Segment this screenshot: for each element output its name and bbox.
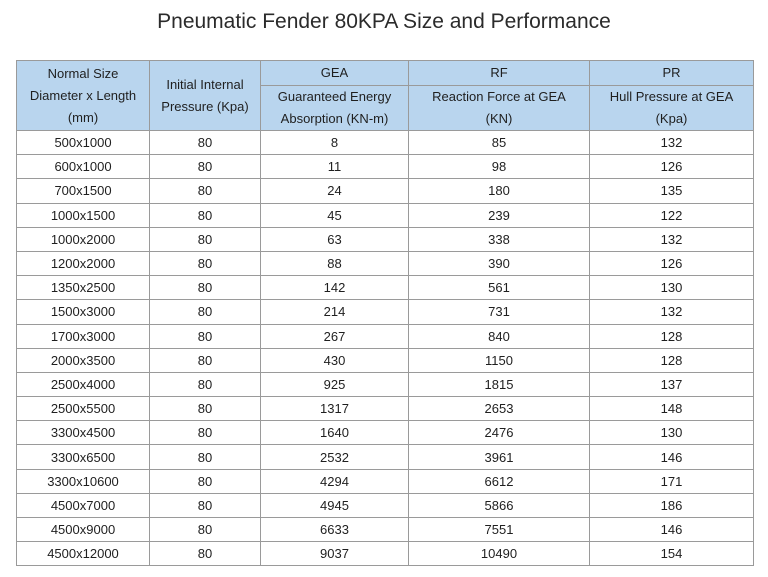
cell-gea: 63 (261, 227, 409, 251)
cell-rf: 840 (409, 324, 590, 348)
cell-pr: 122 (590, 203, 754, 227)
header-pr-code: PR (590, 61, 754, 86)
cell-pr: 128 (590, 324, 754, 348)
table-row (17, 493, 754, 517)
cell-size: 1500x3000 (17, 300, 150, 324)
cell-rf: 239 (409, 203, 590, 227)
cell-rf: 561 (409, 276, 590, 300)
header-rf-line-1: Reaction Force at GEA (432, 89, 566, 104)
cell-size: 1200x2000 (17, 251, 150, 275)
cell-size: 3300x10600 (17, 469, 150, 493)
cell-rf: 10490 (409, 542, 590, 566)
table-row (17, 397, 754, 421)
cell-pr: 186 (590, 493, 754, 517)
cell-pressure: 80 (150, 179, 261, 203)
header-size-line-1: Normal Size (47, 65, 119, 81)
cell-rf: 390 (409, 251, 590, 275)
header-size-line-2: Diameter x Length (29, 87, 137, 103)
cell-pressure: 80 (150, 155, 261, 179)
cell-gea: 4945 (261, 493, 409, 517)
table-row (17, 179, 754, 203)
cell-pressure: 80 (150, 469, 261, 493)
cell-pr: 132 (590, 300, 754, 324)
cell-size: 2500x4000 (17, 372, 150, 396)
cell-gea: 2532 (261, 445, 409, 469)
table-row (17, 372, 754, 396)
cell-pr: 171 (590, 469, 754, 493)
cell-pressure: 80 (150, 131, 261, 155)
cell-pressure: 80 (150, 372, 261, 396)
table-body (17, 131, 754, 566)
table-row (17, 518, 754, 542)
table-row (17, 421, 754, 445)
cell-rf: 2476 (409, 421, 590, 445)
cell-pr: 130 (590, 276, 754, 300)
cell-pr: 137 (590, 372, 754, 396)
cell-rf: 85 (409, 131, 590, 155)
cell-rf: 5866 (409, 493, 590, 517)
cell-pressure: 80 (150, 324, 261, 348)
cell-pressure: 80 (150, 300, 261, 324)
cell-rf: 338 (409, 227, 590, 251)
cell-rf: 98 (409, 155, 590, 179)
cell-size: 4500x7000 (17, 493, 150, 517)
table-row (17, 276, 754, 300)
header-gea-line-1: Guaranteed Energy (277, 89, 392, 104)
table-row (17, 251, 754, 275)
header-rf (409, 86, 590, 131)
cell-pr: 132 (590, 131, 754, 155)
header-gea-line-2: Absorption (KN-m) (280, 111, 389, 126)
cell-size: 500x1000 (17, 131, 150, 155)
table-row (17, 203, 754, 227)
cell-pr: 154 (590, 542, 754, 566)
header-pressure-line-1: Initial Internal (166, 76, 244, 92)
cell-gea: 430 (261, 348, 409, 372)
cell-rf: 1150 (409, 348, 590, 372)
cell-gea: 45 (261, 203, 409, 227)
cell-size: 1000x1500 (17, 203, 150, 227)
cell-size: 4500x12000 (17, 542, 150, 566)
cell-rf: 731 (409, 300, 590, 324)
cell-gea: 8 (261, 131, 409, 155)
header-rf-line-2: (KN) (485, 111, 513, 126)
table-row (17, 324, 754, 348)
table-row (17, 469, 754, 493)
header-pr (590, 86, 754, 131)
cell-pressure: 80 (150, 251, 261, 275)
header-pr-line-1: Hull Pressure at GEA (609, 89, 734, 104)
cell-size: 2000x3500 (17, 348, 150, 372)
cell-gea: 6633 (261, 518, 409, 542)
cell-pr: 135 (590, 179, 754, 203)
header-gea (261, 86, 409, 131)
cell-pressure: 80 (150, 203, 261, 227)
cell-size: 1000x2000 (17, 227, 150, 251)
cell-pressure: 80 (150, 493, 261, 517)
cell-size: 2500x5500 (17, 397, 150, 421)
table-row (17, 227, 754, 251)
cell-pr: 148 (590, 397, 754, 421)
cell-size: 3300x4500 (17, 421, 150, 445)
cell-gea: 88 (261, 251, 409, 275)
header-pr-line-2: (Kpa) (655, 111, 688, 126)
cell-size: 1350x2500 (17, 276, 150, 300)
header-size-line-3: (mm) (67, 109, 99, 125)
cell-size: 1700x3000 (17, 324, 150, 348)
cell-pressure: 80 (150, 276, 261, 300)
cell-gea: 11 (261, 155, 409, 179)
cell-gea: 214 (261, 300, 409, 324)
cell-pressure: 80 (150, 542, 261, 566)
table-row (17, 445, 754, 469)
cell-gea: 142 (261, 276, 409, 300)
cell-pressure: 80 (150, 445, 261, 469)
cell-rf: 3961 (409, 445, 590, 469)
cell-rf: 180 (409, 179, 590, 203)
cell-size: 3300x6500 (17, 445, 150, 469)
cell-pr: 126 (590, 251, 754, 275)
cell-rf: 7551 (409, 518, 590, 542)
cell-pressure: 80 (150, 518, 261, 542)
cell-gea: 267 (261, 324, 409, 348)
cell-rf: 1815 (409, 372, 590, 396)
header-gea-code: GEA (261, 61, 409, 86)
page-title: Pneumatic Fender 80KPA Size and Performance (157, 10, 611, 33)
cell-gea: 1640 (261, 421, 409, 445)
header-pressure-line-2: Pressure (Kpa) (161, 98, 249, 114)
fender-spec-table (16, 60, 754, 566)
cell-pressure: 80 (150, 397, 261, 421)
cell-pressure: 80 (150, 227, 261, 251)
cell-size: 4500x9000 (17, 518, 150, 542)
cell-pr: 146 (590, 445, 754, 469)
cell-pressure: 80 (150, 421, 261, 445)
cell-rf: 6612 (409, 469, 590, 493)
cell-pr: 126 (590, 155, 754, 179)
cell-pr: 128 (590, 348, 754, 372)
cell-gea: 1317 (261, 397, 409, 421)
cell-pr: 130 (590, 421, 754, 445)
cell-gea: 4294 (261, 469, 409, 493)
table-row (17, 348, 754, 372)
cell-pressure: 80 (150, 348, 261, 372)
header-pressure (150, 61, 261, 131)
table-row (17, 155, 754, 179)
table-row (17, 131, 754, 155)
cell-size: 600x1000 (17, 155, 150, 179)
cell-gea: 9037 (261, 542, 409, 566)
table-row (17, 300, 754, 324)
cell-pr: 146 (590, 518, 754, 542)
table-row (17, 542, 754, 566)
cell-rf: 2653 (409, 397, 590, 421)
cell-size: 700x1500 (17, 179, 150, 203)
header-rf-code: RF (409, 61, 590, 86)
cell-gea: 925 (261, 372, 409, 396)
header-size (17, 61, 150, 131)
cell-pr: 132 (590, 227, 754, 251)
cell-gea: 24 (261, 179, 409, 203)
